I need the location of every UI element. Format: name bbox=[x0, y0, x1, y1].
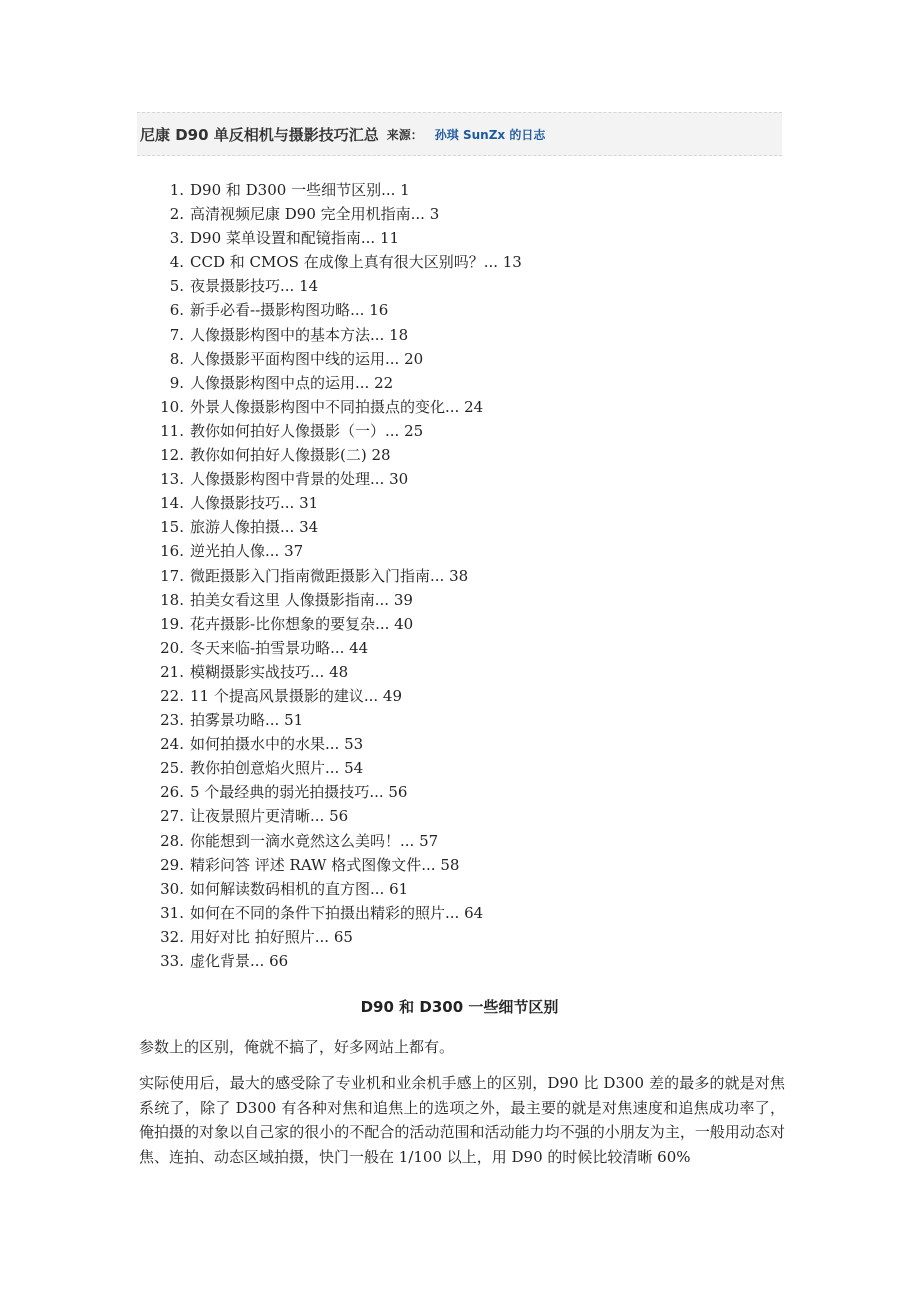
toc-item-text[interactable]: CCD 和 CMOS 在成像上真有很大区别吗？... 13 bbox=[190, 253, 522, 272]
toc-item-text[interactable]: 如何拍摄水中的水果... 53 bbox=[190, 735, 364, 754]
toc-item[interactable] bbox=[140, 829, 780, 853]
toc-item-number: 18. bbox=[160, 590, 184, 609]
toc-item[interactable] bbox=[140, 853, 780, 877]
toc-item-text[interactable]: 如何解读数码相机的直方图... 61 bbox=[190, 879, 409, 898]
toc-item[interactable] bbox=[140, 636, 780, 660]
toc-item-number: 32. bbox=[160, 927, 184, 946]
toc-item-text[interactable]: 人像摄影技巧... 31 bbox=[190, 494, 319, 513]
article-title-bar bbox=[137, 112, 782, 156]
toc-item[interactable] bbox=[140, 949, 780, 973]
toc-item-number: 21. bbox=[160, 662, 184, 681]
toc-item-number: 24. bbox=[160, 735, 184, 754]
toc-item-text[interactable]: 虚化背景... 66 bbox=[190, 952, 289, 970]
toc-item-number: 12. bbox=[160, 446, 184, 465]
body-paragraph: 参数上的区别，俺就不搞了，好多网站上都有。 bbox=[139, 1038, 455, 1056]
toc-item-number: 20. bbox=[160, 638, 184, 657]
toc-item-number: 10. bbox=[160, 397, 184, 416]
toc-item[interactable] bbox=[140, 732, 780, 756]
toc-item[interactable] bbox=[140, 588, 780, 612]
toc-item-text[interactable]: 新手必看--摄影构图功略... 16 bbox=[190, 301, 389, 320]
toc-item[interactable] bbox=[140, 419, 780, 443]
toc-item-number: 25. bbox=[160, 759, 184, 778]
toc-item[interactable] bbox=[140, 901, 780, 925]
toc-item-text[interactable]: D90 菜单设置和配镜指南... 11 bbox=[190, 229, 400, 248]
toc-item[interactable] bbox=[140, 371, 780, 395]
toc-item-number: 11. bbox=[160, 421, 184, 440]
toc-item-text[interactable]: 夜景摄影技巧... 14 bbox=[190, 277, 319, 296]
toc-item-text[interactable]: 人像摄影构图中的基本方法... 18 bbox=[190, 325, 409, 344]
toc-item-text[interactable]: 拍美女看这里 人像摄影指南... 39 bbox=[190, 590, 413, 609]
toc-item-text[interactable]: 花卉摄影-比你想象的要复杂... 40 bbox=[190, 614, 414, 633]
toc-item-text[interactable]: 微距摄影入门指南微距摄影入门指南... 38 bbox=[190, 566, 469, 585]
toc-item-text[interactable]: 11 个提高风景摄影的建议... 49 bbox=[190, 686, 403, 705]
toc-item-number: 4. bbox=[169, 253, 184, 272]
toc-item-text[interactable]: 精彩问答 评述 RAW 格式图像文件... 58 bbox=[190, 855, 460, 874]
author-link[interactable]: 孙琪 SunZx 的日志 bbox=[434, 127, 546, 142]
toc-item[interactable] bbox=[140, 274, 780, 298]
toc-item[interactable] bbox=[140, 395, 780, 419]
toc-item-number: 22. bbox=[160, 686, 184, 705]
toc-item-number: 14. bbox=[160, 494, 184, 513]
toc-item-number: 16. bbox=[160, 542, 184, 561]
toc-item[interactable] bbox=[140, 250, 780, 274]
toc-item[interactable] bbox=[140, 684, 780, 708]
toc-item[interactable] bbox=[140, 925, 780, 949]
toc-item-number: 13. bbox=[160, 470, 184, 489]
toc-item-number: 26. bbox=[160, 783, 184, 802]
toc-item-text[interactable]: 让夜景照片更清晰... 56 bbox=[190, 807, 349, 826]
body-paragraph: 实际使用后，最大的感受除了专业机和业余机手感上的区别，D90 比 D300 差的最多的就是对焦系统了，除了 D300 有各种对焦和追焦上的选项之外，最主要的就是对焦速度和追焦成功率了，俺拍摄的对象以自己家的很小的不配合的活动范围和活动能力均不强的小朋友为主，一般用动态对焦、连拍、动态区域拍摄，快门一般在 1/100 以上，用 D90 的时候比较清晰 60% bbox=[139, 1074, 785, 1166]
toc-item-text[interactable]: 教你拍创意焰火照片... 54 bbox=[190, 759, 364, 778]
toc-item[interactable] bbox=[140, 323, 780, 347]
toc-item-text[interactable]: 模糊摄影实战技巧... 48 bbox=[190, 662, 349, 681]
toc-item-text[interactable]: 高清视频尼康 D90 完全用机指南... 3 bbox=[190, 205, 440, 224]
toc-item-number: 2. bbox=[169, 205, 184, 224]
source-label: 来源： bbox=[386, 127, 423, 142]
toc-item-text[interactable]: 教你如何拍好人像摄影（一）... 25 bbox=[190, 421, 424, 440]
toc-item[interactable] bbox=[140, 756, 780, 780]
toc-item-text[interactable]: 教你如何拍好人像摄影(二) 28 bbox=[190, 446, 391, 465]
toc-item-text[interactable]: 冬天来临-拍雪景功略... 44 bbox=[190, 638, 369, 657]
toc-item[interactable] bbox=[140, 564, 780, 588]
toc-item-number: 6. bbox=[169, 301, 184, 320]
toc-item-number: 23. bbox=[160, 711, 184, 730]
toc-item-number: 28. bbox=[160, 831, 184, 850]
toc-item-text[interactable]: 你能想到一滴水竟然这么美吗！... 57 bbox=[190, 831, 439, 850]
toc-item[interactable] bbox=[140, 443, 780, 467]
toc-item-number: 19. bbox=[160, 614, 184, 633]
toc-item-text[interactable]: 如何在不同的条件下拍摄出精彩的照片... 64 bbox=[190, 903, 484, 922]
toc-item-number: 3. bbox=[169, 229, 184, 248]
toc-item[interactable] bbox=[140, 298, 780, 322]
toc-item-text[interactable]: 逆光拍人像... 37 bbox=[190, 542, 304, 561]
toc-item[interactable] bbox=[140, 467, 780, 491]
toc-item[interactable] bbox=[140, 226, 780, 250]
toc-item-text[interactable]: 5 个最经典的弱光拍摄技巧... 56 bbox=[190, 783, 408, 802]
toc-item[interactable] bbox=[140, 708, 780, 732]
toc-item[interactable] bbox=[140, 612, 780, 636]
toc-item-number: 27. bbox=[160, 807, 184, 826]
toc-item-number: 9. bbox=[169, 373, 184, 392]
article-title: 尼康 D90 单反相机与摄影技巧汇总 bbox=[140, 125, 379, 144]
toc-item-number: 7. bbox=[169, 325, 184, 344]
toc-item-text[interactable]: 人像摄影构图中点的运用... 22 bbox=[190, 373, 394, 392]
toc-item-number: 1. bbox=[169, 181, 184, 199]
toc-item[interactable] bbox=[140, 804, 780, 828]
toc-item-number: 5. bbox=[169, 277, 184, 296]
toc-item-number: 15. bbox=[160, 518, 184, 537]
toc-item-number: 30. bbox=[160, 879, 184, 898]
toc-item-text[interactable]: 人像摄影平面构图中线的运用... 20 bbox=[190, 349, 424, 368]
section-heading: D90 和 D300 一些细节区别 bbox=[360, 998, 559, 1016]
toc-item[interactable] bbox=[140, 347, 780, 371]
toc-item[interactable] bbox=[140, 877, 780, 901]
toc-item-text[interactable]: 人像摄影构图中背景的处理... 30 bbox=[190, 470, 409, 489]
toc-item-text[interactable]: 旅游人像拍摄... 34 bbox=[190, 518, 319, 537]
toc-item-number: 33. bbox=[160, 952, 184, 970]
toc-item[interactable] bbox=[140, 660, 780, 684]
table-of-contents bbox=[140, 178, 780, 973]
toc-item-text[interactable]: 外景人像摄影构图中不同拍摄点的变化... 24 bbox=[190, 397, 484, 416]
toc-item[interactable] bbox=[140, 178, 780, 202]
toc-item-text[interactable]: D90 和 D300 一些细节区别... 1 bbox=[190, 181, 410, 199]
toc-item-text[interactable]: 用好对比 拍好照片... 65 bbox=[190, 927, 353, 946]
toc-item[interactable] bbox=[140, 491, 780, 515]
toc-item-number: 31. bbox=[160, 903, 184, 922]
toc-item[interactable] bbox=[140, 202, 780, 226]
toc-item-number: 29. bbox=[160, 855, 184, 874]
toc-item-text[interactable]: 拍雾景功略... 51 bbox=[190, 711, 304, 730]
toc-item[interactable] bbox=[140, 539, 780, 563]
toc-item-number: 8. bbox=[169, 349, 184, 368]
toc-item-number: 17. bbox=[160, 566, 184, 585]
toc-item[interactable] bbox=[140, 515, 780, 539]
toc-item[interactable] bbox=[140, 780, 780, 804]
